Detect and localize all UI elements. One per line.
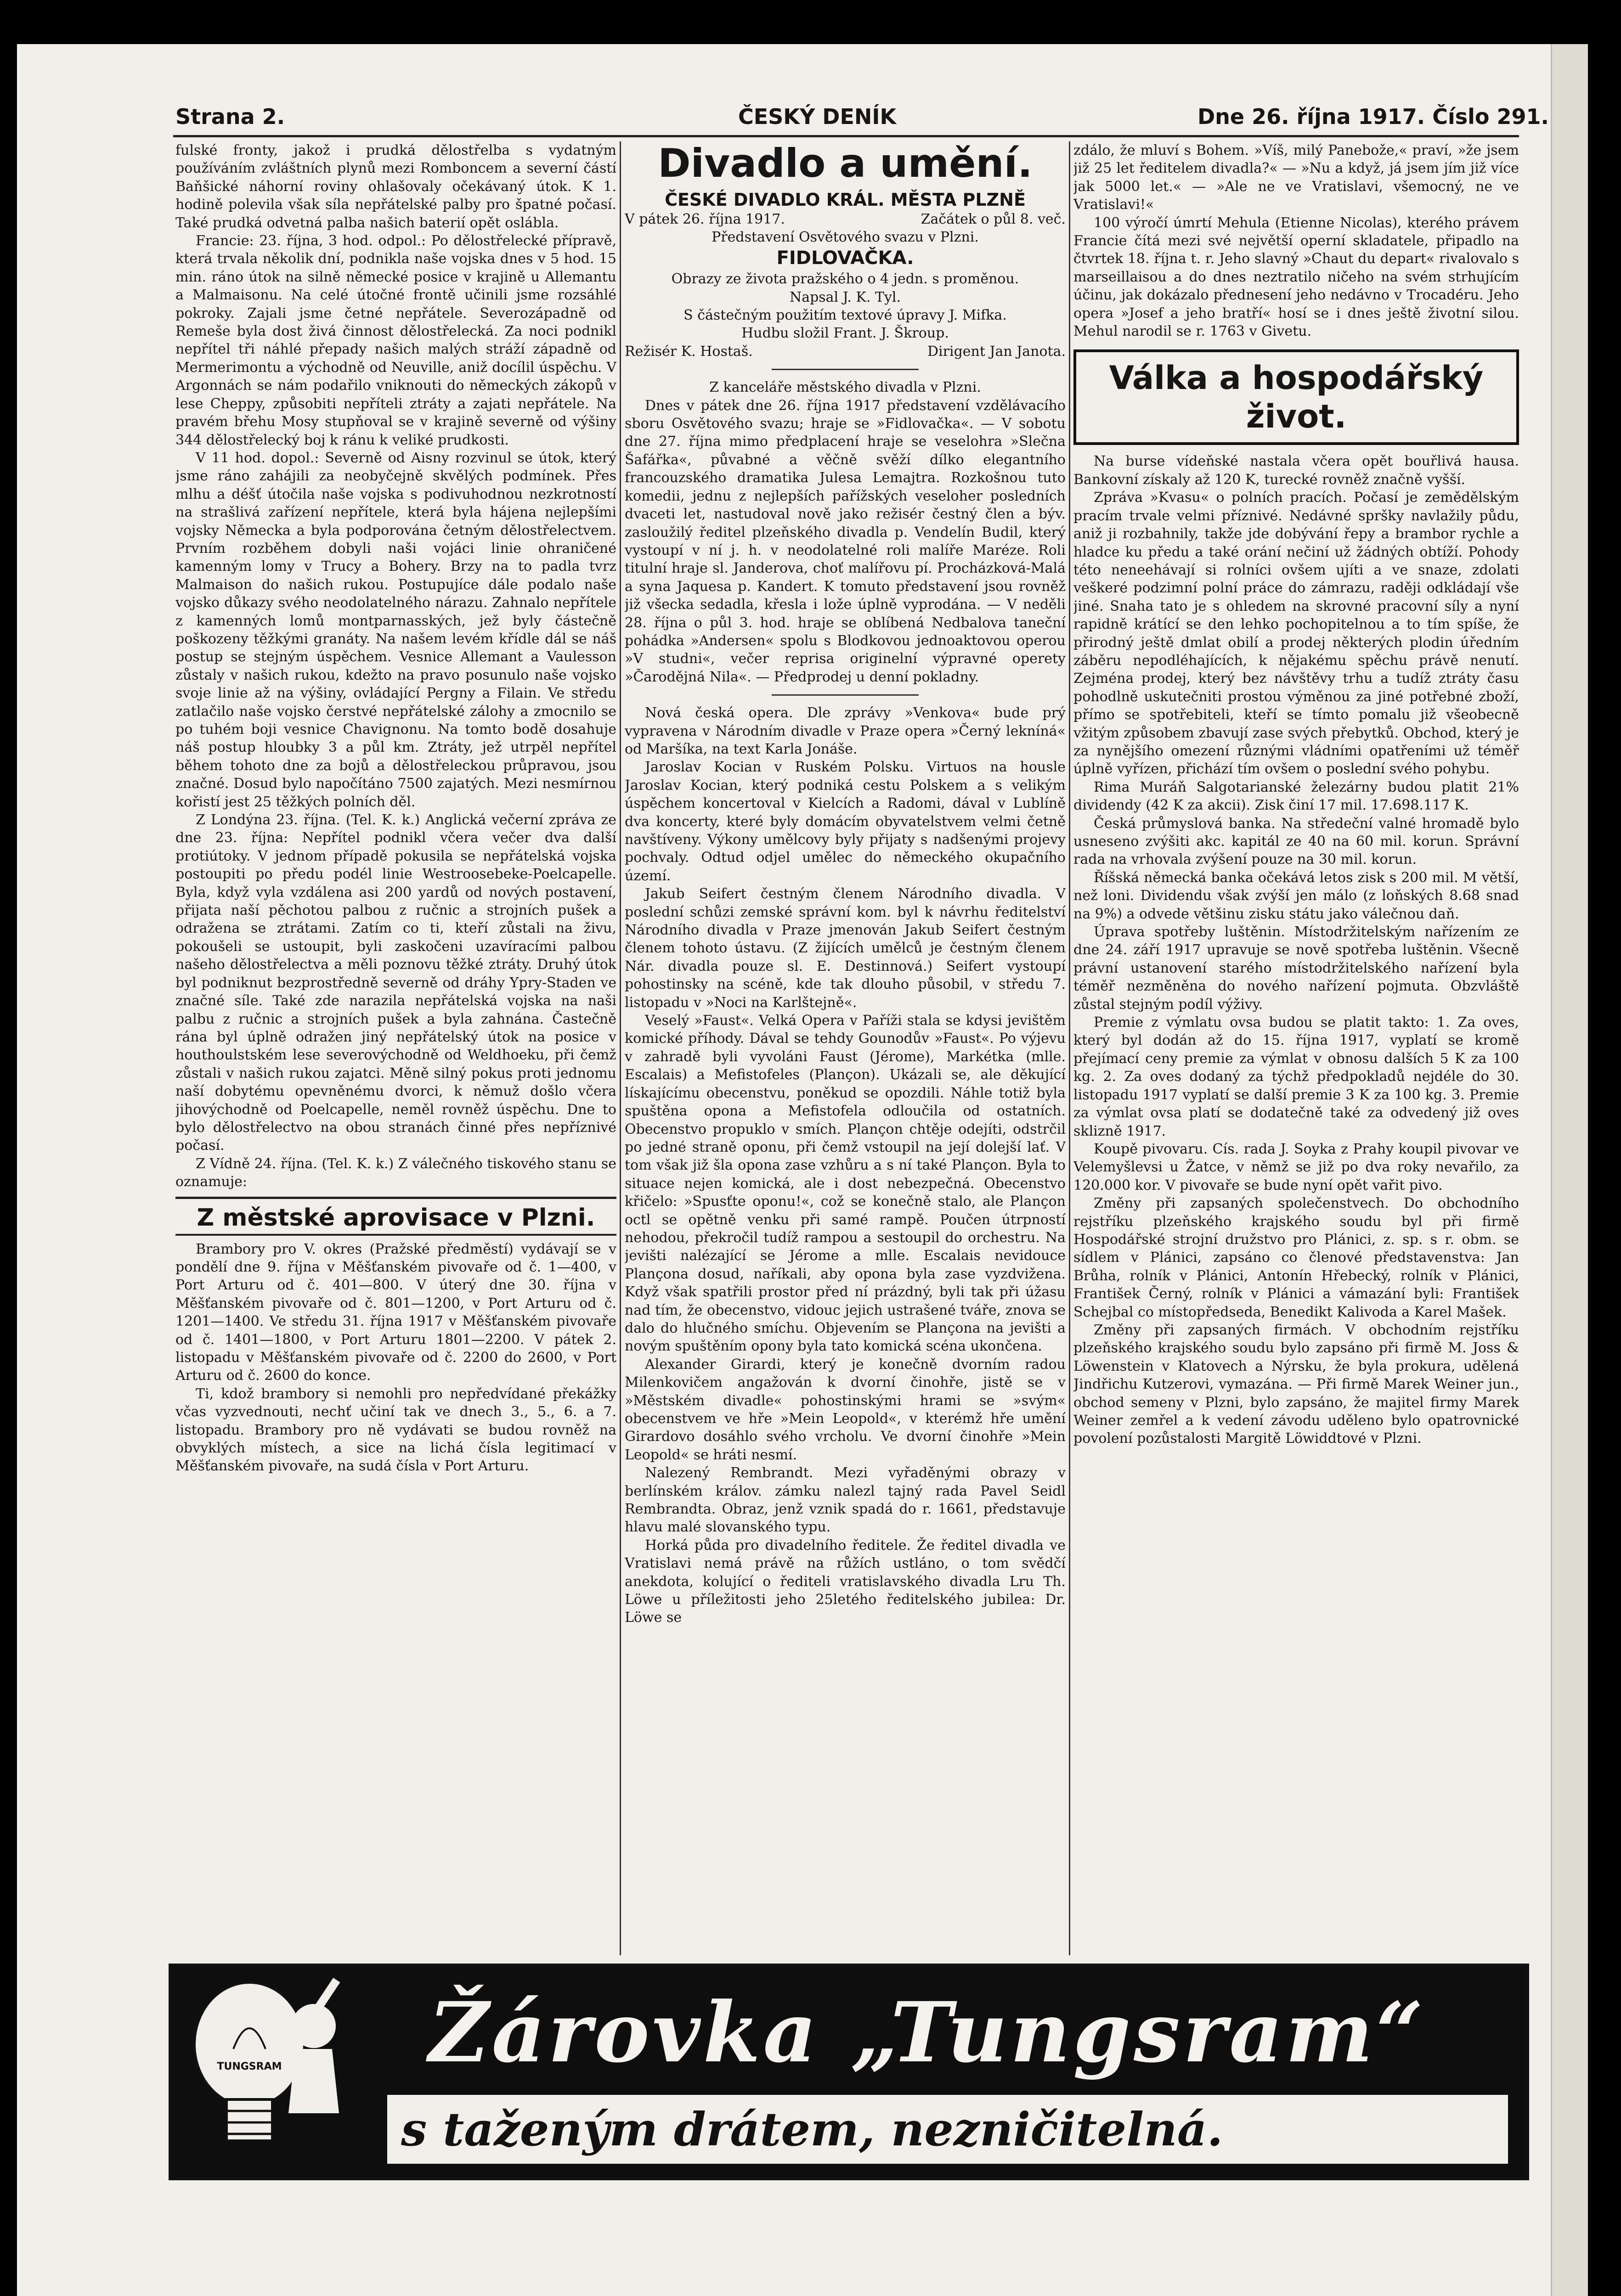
- aprovisace-heading: Z městské aprovisace v Plzni.: [175, 1197, 616, 1236]
- play-title: FIDLOVAČKA.: [776, 247, 914, 269]
- column-war-news: [175, 141, 616, 1955]
- play-text-credit: S částečným použitím textové úpravy J. Mifka.: [683, 307, 1007, 324]
- article-paragraph: Změny při zapsaných společenstvech. Do obchodního rejstříku plzeňského krajského soudu byl při firmě Hospodářské strojní družstvo pro Plánici, z. sp. s r. obm. se sídlem v Plánici, zapsáno co členové představenstva: Jan Brůha, rolník v Plánici, Antonín Hřebecký, rolník v Plánici, František Černý, rolník v Plánici a vámazání byli: František Schejbal co místopředseda, Benedikt Kalivoda a Karel Mašek.: [1073, 1195, 1519, 1320]
- column-rule: [620, 141, 621, 1955]
- play-description: Obrazy ze života pražského o 4 jedn. s proměnou.: [671, 271, 1019, 287]
- separator: [772, 694, 919, 696]
- article-paragraph: Jaroslav Kocian v Ruském Polsku. Virtuos na housle Jaroslav Kocian, který podniká cestu Polskem a s velikým úspěchem koncertoval v Kielcích a Radomi, dával v Lublíně dva koncerty, které byly domácím obyvatelstvem velmi četně navštíveny. Výkony umělcovy byly přijaty s nadšenými projevy pochvaly. Odtud odjel umělec do německého okupačního území.: [625, 759, 1066, 884]
- article-paragraph: V 11 hod. dopol.: Severně od Aisny rozvinul se útok, který jsme ráno zahájili za neobyčejně skvělých podmínek. Přes mlhu a déšť útočila naše vojska s podivuhodnou nezkrotností na strašlivá zařízení nepřítele, která byla hájena nejlepšími vojsky Německa a byla podporována četným dělostřelectvem. Prvním rozběhem dobyli naši vojáci linie ohraničené kamenným lomy v Trucy a Bohery. Brzy na to padla tvrz Malmaison do našich rukou. Postupujíce dále podalo naše vojsko důkazy svého neodolatelného nárazu. Zahnalo nepřítele z kamenných lomů montparnasských, jež byly částečně poškozeny těžkými granáty. Na našem levém křídle dál se náš postup se stejným úspěchem. Vesnice Allemant a Vaulesson zůstaly v našich rukou, kdežto na pravo posunulo naše vojsko svoje linie až na výšiny, ovládající Pergny a Filain. Ve středu zatlačilo naše vojsko čerstvé nepřátelské zálohy a zmocnilo se po tuhém boji vesnice Chavignonu. Na tomto bodě dosahuje náš postup hloubky 3 a půl km. Ztráty, jež utrpěl nepřítel během tohoto dne za bojů a dělostřeleckou průpravou, jsou značné. Dosud bylo napočítáno 7500 zajatých. Mezi nesmírnou kořistí jest 25 těžkých polních děl.: [175, 450, 616, 810]
- article-paragraph: Horká půda pro divadelního ředitele. Že ředitel divadla ve Vratislavi nemá právě na růžích ustláno, o tom svědčí anekdota, kolující o řediteli vratislavského divadla Lru Th. Löwe u příležitosti jeho 25letého ředitelského jubilea: Dr. Löwe se: [625, 1537, 1066, 1626]
- article-paragraph: Koupě pivovaru. Cís. rada J. Soyka z Prahy koupil pivovar ve Velemyšlevsi u Žatce, v němž se již po dva roky nevařilo, za 120.000 kor. V pivovaře se bude nyní opět vařit pivo.: [1073, 1141, 1519, 1193]
- play-music-credit: Hudbu složil Frant. J. Škroup.: [741, 325, 949, 342]
- light-bulb-icon: [181, 1975, 346, 2168]
- article-paragraph: Úprava spotřeby luštěnin. Místodržitelským nařízením ze dne 24. září 1917 upravuje se nově spotřeba luštěnin. Všecně právní ustanovení starého místodržitelského nařízení byla téměř nezměněna do nového nařízení pojmuta. Obzvláště zůstal stejným podíl výživy.: [1073, 924, 1519, 1013]
- header-rule: [173, 135, 1519, 137]
- play-author: Napsal J. K. Tyl.: [789, 289, 901, 305]
- performance-date: V pátek 26. října 1917.: [625, 211, 785, 227]
- article-paragraph: Z Vídně 24. října. (Tel. K. k.) Z válečného tiskového stanu se oznamuje:: [175, 1155, 616, 1190]
- director-credit: Režisér K. Hostaš.: [625, 343, 753, 360]
- article-paragraph: Česká průmyslová banka. Na středeční valné hromadě bylo usneseno zvýšiti akc. kapitál ze 40 na 60 mil. korun. Správní rada na vrhovala zvýšení pouze na 30 mil. korun.: [1073, 815, 1519, 868]
- article-paragraph: 100 výročí úmrtí Mehula (Etienne Nicolas), kterého právem Francie čítá mezi své největší operní skladatele, připadlo na čtvrtek 18. října t. r. Jeho slavný »Chaut du depart« rivalovalo s marseillaisou a do dnes neztratilo ničeho na svém strhujícím účinu, jak dokázalo přednesení jeho nedávno v Trocadéru. Jeho opera »Josef a jeho bratří« hosí se i dnes ještě životní silou. Mehul narodil se r. 1763 v Givetu.: [1073, 214, 1519, 340]
- article-paragraph: Na burse vídeňské nastala včera opět bouřlivá hausa. Bankovní získaly až 120 K, turecké rovněž značně vyšší.: [1073, 453, 1519, 488]
- column-rule: [1069, 141, 1070, 1955]
- page-number: Strana 2.: [175, 104, 285, 129]
- masthead: ČESKÝ DENÍK: [738, 104, 897, 129]
- article-paragraph: Nalezený Rembrandt. Mezi vyřaděnými obrazy v berlínském králov. zámku nalezl tajný rada Pavel Seidl Rembrandta. Obraz, jenž vznik spadá do r. 1661, představuje hlavu malé slovanského typu.: [625, 1465, 1066, 1536]
- article-paragraph: Brambory pro V. okres (Pražské předměstí) vydávají se v pondělí dne 9. října v Měšťanském pivovaře od č. 1—400, v Port Arturu od č. 401—800. V úterý dne 30. října v Měšťanském pivovaře od č. 801—1200, v Port Arturu od č. 1201—1400. Ve středu 31. října 1917 v Měšťanském pivovaře od č. 1401—1800, v Port Arturu 1801—2200. V pátek 2. listopadu v Měšťanském pivovaře od č. 2200 do 2600, v Port Arturu od č. 2600 do konce.: [175, 1241, 616, 1384]
- article-paragraph: Dnes v pátek dne 26. října 1917 představení vzdělávacího sboru Osvětového svazu; hraje se »Fidlovačka«. — V sobotu dne 27. října mimo předplacení hraje se veselohra »Slečna Šafářka«, půvabné a věčně svěží dílko elegantního francouzského dramatika Julesa Lemajtra. Rozkošnou tuto komedii, jednu z nejlepších pařížských veseloher posledních dvaceti let, nastudoval nově jako režisér čestný člen a býv. zasloužilý ředitel plzeňského divadla p. Vendelín Budil, který vystoupí v ní j. h. v neodolatelné roli malíře Maréze. Roli titulní hraje sl. Janderova, choť malířovu pí. Procházková-Malá a syna Jaquesa p. Kandert. K tomuto představení jsou rovněž již všecka sedadla, křesla i lože úplně vyprodána. — V neděli 28. října o půl 3. hod. hraje se oblíbená Nedbalova taneční pohádka »Andersen« spolu s Blodkovou jednoaktovou operou »V studni«, večer reprisa originelní výpravné operety »Čarodějná Nila«. — Předprodej u denní pokladny.: [625, 397, 1066, 685]
- tungsram-advertisement: [169, 1964, 1529, 2180]
- performance-note: Představení Osvětového svazu v Plzni.: [712, 229, 979, 246]
- separator: [772, 369, 919, 370]
- article-paragraph: Ti, kdož brambory si nemohli pro nepředvídané překážky včas vyzvednouti, nechť učiní tak ve dnech 3., 5., 6. a 7. listopadu. Brambory pro ně vydávati se budou rovněž na obvyklých místech, a sice na lichá čísla legitimací v Měšťanském pivovaře, na sudá čísla v Port Arturu.: [175, 1385, 616, 1474]
- article-paragraph: Z Londýna 23. října. (Tel. K. k.) Anglická večerní zpráva ze dne 23. října: Nepřítel podnikl včera večer dva další protiútoky. V jednom případě pokusila se nepřátelská vojska postoupiti po předu podél linie Westroosebeke-Poelcapelle. Byla, když vyla vzdálena asi 200 yardů od nových postavení, přijata naší pěchotou palbou z ručnic a strojních pušek a odražena se ztrátami. Zatím co ti, kteří zůstali na živu, pokoušeli se ustoupit, byli zaskočeni uzavíracími palbou našeho dělostřelectva a měli poznovu těžké ztráty. Druhý útok byl podniknut bezprostředně severně od dráhy Ypry-Staden ve značné síle. Také zde narazila nepřátelská vojska na naši palbu z ručnic a strojních pušek a byla zahnána. Častečně rána byl úplně odražen jiný nepřátelský útok na posice v houthoulstském lese severovýchodně od Weldhoeku, při čemž zůstali v našich rukou zajatci. Měně silný pokus proti jednomu naší dobytému opevněnému dvorci, k němuž došlo včera jihovýchodně od Poelcapelle, neměl rovněž úspěchu. Dne to bylo dělostřelectvo na obou stranách činné přes nepříznivé počasí.: [175, 812, 616, 1154]
- bulb-label: TUNGSRAM: [217, 2061, 282, 2072]
- section-heading-theatre: Divadlo a umění.: [658, 141, 1033, 186]
- article-paragraph: Nová česká opera. Dle zprávy »Venkova« bude prý vypravena v Národním divadle v Praze opera »Černý lekníná« od Maršíka, na text Karla Jonáše.: [625, 705, 1066, 757]
- performance-time-row: [625, 210, 1066, 228]
- kancelar-title: Z kanceláře městského divadla v Plzni.: [709, 379, 981, 396]
- article-paragraph: Rima Muráň Salgotarianské železárny budou platit 21% dividendy (42 K za akcii). Zisk činí 17 mil. 17.698.117 K.: [1073, 779, 1519, 814]
- article-paragraph: Veselý »Faust«. Velká Opera v Paříži stala se kdysi jevištěm komické příhody. Dával se tehdy Gounodův »Faust«. Po výjevu v zahradě byli vyvoláni Faust (Jérome), Markétka (mlle. Escalais) a Mefistofeles (Plançon). Ukázali se, ale děkující lískajícímu obecenstvu, poněkud se opozdili. Náhle totiž byla spuštěna opona a Mefistofela odloučila od ostatních. Obecenstvo propuklo v smích. Plançon chtěje odejíti, odstrčil po jedné straně oponu, při čemž vstoupil na její dolejší lať. V tom však již šla opona zase vzhůru a s ní také Plançon. Byla to situace nejen komická, ale i dost nebezpečná. Obecenstvo křičelo: »Spusťte oponu!«, což se konečně stalo, ale Plançon octl se opětně venku při samé rampě. Poučen útrpností nehodou, překročil tudíž rampou a sestoupil do orchestru. Na jevišti nalézající se Jérome a mlle. Escalais nevidouce Plançona dosud, naříkali, aby opona byla zase vyzdvižena. Když však spatřili prostor před ní prázdný, byli tak při úžasu nad tím, že obecenstvo, vidouc jejich ustrašené tváře, znova se dalo do hlučného smíchu. Objevením se Plançona na jevišti a novým spuštěním opony byla tato komická scéna ukončena.: [625, 1013, 1066, 1355]
- article-paragraph: Změny při zapsaných firmách. V obchodním rejstříku plzeňského krajského soudu bylo zapsáno při firmě M. Joss & Löwenstein v Klatovech a Nýrsku, že byla prokura, udělená Jindřichu Kutzerovi, vymazána. — Při firmě Marek Weiner jun., obchod semeny v Plzni, bylo zapsáno, že majitel firmy Marek Weiner zemřel a k vedení závodu uděleno bylo opatrovnické povolení pozůstalosti Margitě Löwiddtové v Plzni.: [1073, 1322, 1519, 1447]
- performance-start: Začátek o půl 8. več.: [921, 211, 1066, 227]
- ad-title: Žárovka „Tungsram“: [429, 1984, 1426, 2081]
- article-paragraph: Francie: 23. října, 3 hod. odpol.: Po dělostřelecké přípravě, která trvala několik dní, podnikla naše vojska dnes v 5 hod. 15 min. ráno útok na silně německé posice v krajině u Allemantu a Malmaisonu. Na celé útočné frontě učinili jsme rozsáhlé pokroky. Zajali jsme četné nepřátele. Severozápadně od Remeše byla dost živá činnost dělostřelecká. Za noci podnikl nepřítel tři náhlé přepady našich malých stráží západně od Mermerimontu a východně od Neuville, aniž docílil úspěchu. V Argonnách se nám podařilo vniknouti do německých zákopů v lese Cheppy, způsobiti nepříteli ztráty a zajati nepřátele. Na pravém břehu Mosy stupňoval se v krajině severně od výšiny 344 dělostřelecký boj k ránu k veliké prudkosti.: [175, 233, 616, 448]
- article-paragraph: zdálo, že mluví s Bohem. »Víš, milý Panebože,« praví, »že jsem již 25 let ředitelem divadla?« — »Nu a když, já jsem jím již více jak 5000 let.« — »Ale ne ve Vratislavi, všemocný, ne ve Vratislavi!«: [1073, 142, 1519, 213]
- ad-subtitle: s taženým drátem, nezničitelná.: [401, 2102, 1223, 2156]
- article-paragraph: Zpráva »Kvasu« o polních pracích. Počasí je zemědělským pracím trvale velmi příznivé. Nedávné spršky navlažily půdu, aniž ji rozbahnily, takže jde dobývání řepy a brambor rychle a hladce ku předu a také orání nečiní už žádných obtíží. Pohody této neneehávají si rolníci ovšem ujíti a ve snaze, zdolati veškeré podzimní polní práce do zámrazu, raději odkládají vše jiné. Snaha tato je s ohledem na skrovné pracovní síly a nyní rapidně krátící se den lehko pochopitelnou a to tím spíše, že přirodný ještě dmlat obilí a prodej některých plodin úředním záběru nepodléhajících, k nějakému spěchu právě nenutí. Zejména prodej, který bez návštěvy trhu a tudíž ztráty času pohodlně uskutečniti prostou výměnou za jiné potřebné zboží, přímo se spotřebiteli, kteří se tímto pomalu již všeobecně vžitým způsobem zbavují zase svých přebytků. Obchod, který je za nynějšího omezení různými vládními opatřeními už téměř úplně vyřízen, přichází tím ovšem o poslední svého pohybu.: [1073, 490, 1519, 777]
- article-paragraph: fulské fronty, jakož i prudká dělostřelba s vydatným používáním zvláštních plynů mezi Romboncem a severní částí Baňšické náhorní roviny ohlašovaly očekávaný útok. K 1. hodině polevila však síla nepřátelské palby pro špatné počasí. Také prudká odvetná palba našich baterií opět oslábla.: [175, 142, 616, 231]
- economy-heading-line2: život.: [1246, 398, 1347, 436]
- credits-row: [625, 343, 1066, 360]
- column-economy: [1073, 141, 1519, 1955]
- newspaper-page: [17, 44, 1588, 2296]
- conductor-credit: Dirigent Jan Janota.: [927, 343, 1066, 360]
- article-paragraph: Jakub Seifert čestným členem Národního divadla. V poslední schůzi zemské správní kom. byl k návrhu ředitelství Národního divadla v Praze jmenován Jakub Seifert čestným členem tohoto ústavu. (Z žijících umělců je čestným členem Nár. divadla pouze sl. E. Destinnová.) Seifert vystoupí pohostinsky na scéně, kde tak dlouho působil, v středu 7. listopadu v »Noci na Karlštejně«.: [625, 886, 1066, 1011]
- economy-heading-line1: Válka a hospodářský: [1109, 359, 1484, 397]
- theatre-subheading: ČESKÉ DIVADLO KRÁL. MĚSTA PLZNĚ: [665, 190, 1026, 210]
- section-heading-economy: [1073, 349, 1519, 445]
- scan-edge-strip: [1551, 44, 1588, 2296]
- column-theatre: [625, 141, 1066, 1955]
- issue-date: Dne 26. října 1917. Číslo 291.: [1197, 104, 1549, 129]
- article-paragraph: Alexander Girardi, který je konečně dvorním radou Milenkovičem angažován k dvorní činohře, jistě se v »Městském divadle« pohostinskými hrami se »svým« obecenstvem ve hře »Mein Leopold«, v kterémž hře umění Girardovo dosáhlo svého vrcholu. Ve dvorní činohře »Mein Leopold« se hráti nesmí.: [625, 1356, 1066, 1463]
- article-paragraph: Říšská německá banka očekává letos zisk s 200 mil. M větší, než loni. Dividendu však zvýší jen málo (z loňských 8.68 snad na 9%) a odvede většinu zisku státu jako válečnou daň.: [1073, 869, 1519, 922]
- article-paragraph: Premie z výmlatu ovsa budou se platit takto: 1. Za oves, který byl dodán až do 15. října 1917, vyplatí se kromě přejímací ceny premie za výmlat v obnosu dalších 5 K za 100 kg. 2. Za oves dodaný za týchž předpokladů nejdéle do 30. listopadu 1917 vyplatí se další premie 3 K za 100 kg. 3. Premie za výmlat ovsa platí se dodatečně také za odvedený již oves sklizně 1917.: [1073, 1014, 1519, 1139]
